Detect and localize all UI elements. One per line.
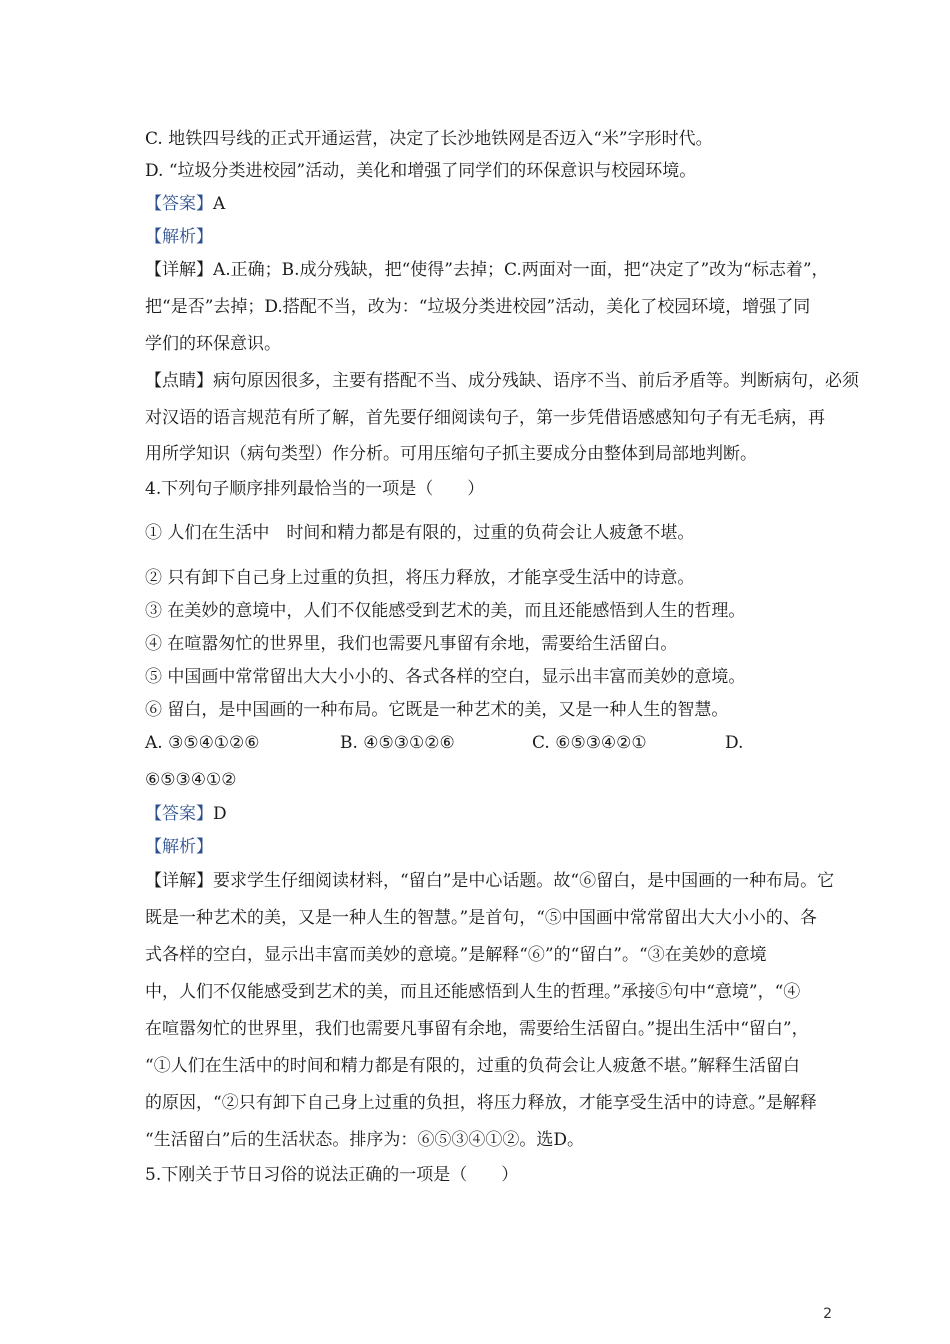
q4-detail-line: “①人们在生活中的时间和精力都是有限的，过重的负荷会让人疲惫不堪。”解释生活留白 xyxy=(145,1056,800,1076)
q4-stem: 4.下列句子顺序排列最恰当的一项是（ ） xyxy=(145,479,485,499)
answer-tag: 【答案】 xyxy=(145,804,213,824)
q4-sentence: ① 人们在生活中 时间和精力都是有限的，过重的负荷会让人疲惫不堪。 xyxy=(145,523,695,543)
q3-tip-line: 【点睛】病句原因很多，主要有搭配不当、成分残缺、语序不当、前后矛盾等。判断病句，必须 xyxy=(145,371,859,391)
q4-option-a: A. ③⑤④①②⑥ xyxy=(145,733,260,753)
q4-option-b: B. ④⑤③①②⑥ xyxy=(340,733,455,753)
q4-sentence: ④ 在喧嚣匆忙的世界里，我们也需要凡事留有余地，需要给生活留白。 xyxy=(145,634,678,654)
q5-stem: 5.下刚关于节日习俗的说法正确的一项是（ ） xyxy=(145,1165,519,1185)
q3-detail-line: 【详解】A.正确；B.成分残缺，把“使得”去掉；C.两面对一面，把“决定了”改为“标志着”， xyxy=(145,260,829,280)
answer-value: D xyxy=(213,804,227,824)
q4-sentence: ⑤ 中国画中常常留出大大小小的、各式各样的空白，显示出丰富而美妙的意境。 xyxy=(145,667,746,687)
q4-detail-line: 在喧嚣匆忙的世界里，我们也需要凡事留有余地，需要给生活留白。”提出生活中“留白”， xyxy=(145,1019,809,1039)
q3-analysis-tag: 【解析】 xyxy=(145,227,213,247)
q4-sentence: ③ 在美妙的意境中，人们不仅能感受到艺术的美，而且还能感悟到人生的哲理。 xyxy=(145,601,746,621)
q3-tip-line: 用所学知识（病句类型）作分析。可用压缩句子抓主要成分由整体到局部地判断。 xyxy=(145,444,757,464)
q3-detail-line: 学们的环保意识。 xyxy=(145,334,281,354)
q3-option-d: D. “垃圾分类进校园”活动，美化和增强了同学们的环保意识与校园环境。 xyxy=(145,161,697,181)
q4-option-d-value: ⑥⑤③④①② xyxy=(145,770,237,790)
q4-detail-line: 【详解】要求学生仔细阅读材料，“留白”是中心话题。故“⑥留白，是中国画的一种布局。它 xyxy=(145,871,835,891)
answer-value: A xyxy=(213,194,226,214)
q4-detail-line: 中，人们不仅能感受到艺术的美，而且还能感悟到人生的哲理。”承接⑤句中“意境”，“④ xyxy=(145,982,801,1002)
q4-detail-line: “生活留白”后的生活状态。排序为：⑥⑤③④①②。选D。 xyxy=(145,1130,585,1150)
q4-sentence: ② 只有卸下自己身上过重的负担，将压力释放，才能享受生活中的诗意。 xyxy=(145,568,695,588)
q4-detail-line: 的原因，“②只有卸下自己身上过重的负担，将压力释放，才能享受生活中的诗意。”是解释 xyxy=(145,1093,817,1113)
q4-analysis-tag: 【解析】 xyxy=(145,837,213,857)
q3-tip-line: 对汉语的语言规范有所了解，首先要仔细阅读句子，第一步凭借语感感知句子有无毛病，再 xyxy=(145,408,825,428)
q3-detail-line: 把“是否”去掉；D.搭配不当，改为：“垃圾分类进校园”活动，美化了校园环境，增强了同 xyxy=(145,297,811,317)
q4-detail-line: 既是一种艺术的美，又是一种人生的智慧。”是首句，“⑤中国画中常常留出大大小小的、各 xyxy=(145,908,817,928)
answer-tag: 【答案】 xyxy=(145,194,213,214)
q3-option-c: C. 地铁四号线的正式开通运营，决定了长沙地铁网是否迈入“米”字形时代。 xyxy=(145,129,713,149)
q4-answer xyxy=(145,803,227,825)
q4-option-c: C. ⑥⑤③④②① xyxy=(532,733,647,753)
q4-detail-line: 式各样的空白，显示出丰富而美妙的意境。”是解释“⑥”的“留白”。“③在美妙的意境 xyxy=(145,945,767,965)
page-number: 2 xyxy=(823,1306,832,1322)
q4-option-d-label: D. xyxy=(725,733,744,753)
q3-answer xyxy=(145,193,225,215)
q4-sentence: ⑥ 留白，是中国画的一种布局。它既是一种艺术的美，又是一种人生的智慧。 xyxy=(145,700,729,720)
